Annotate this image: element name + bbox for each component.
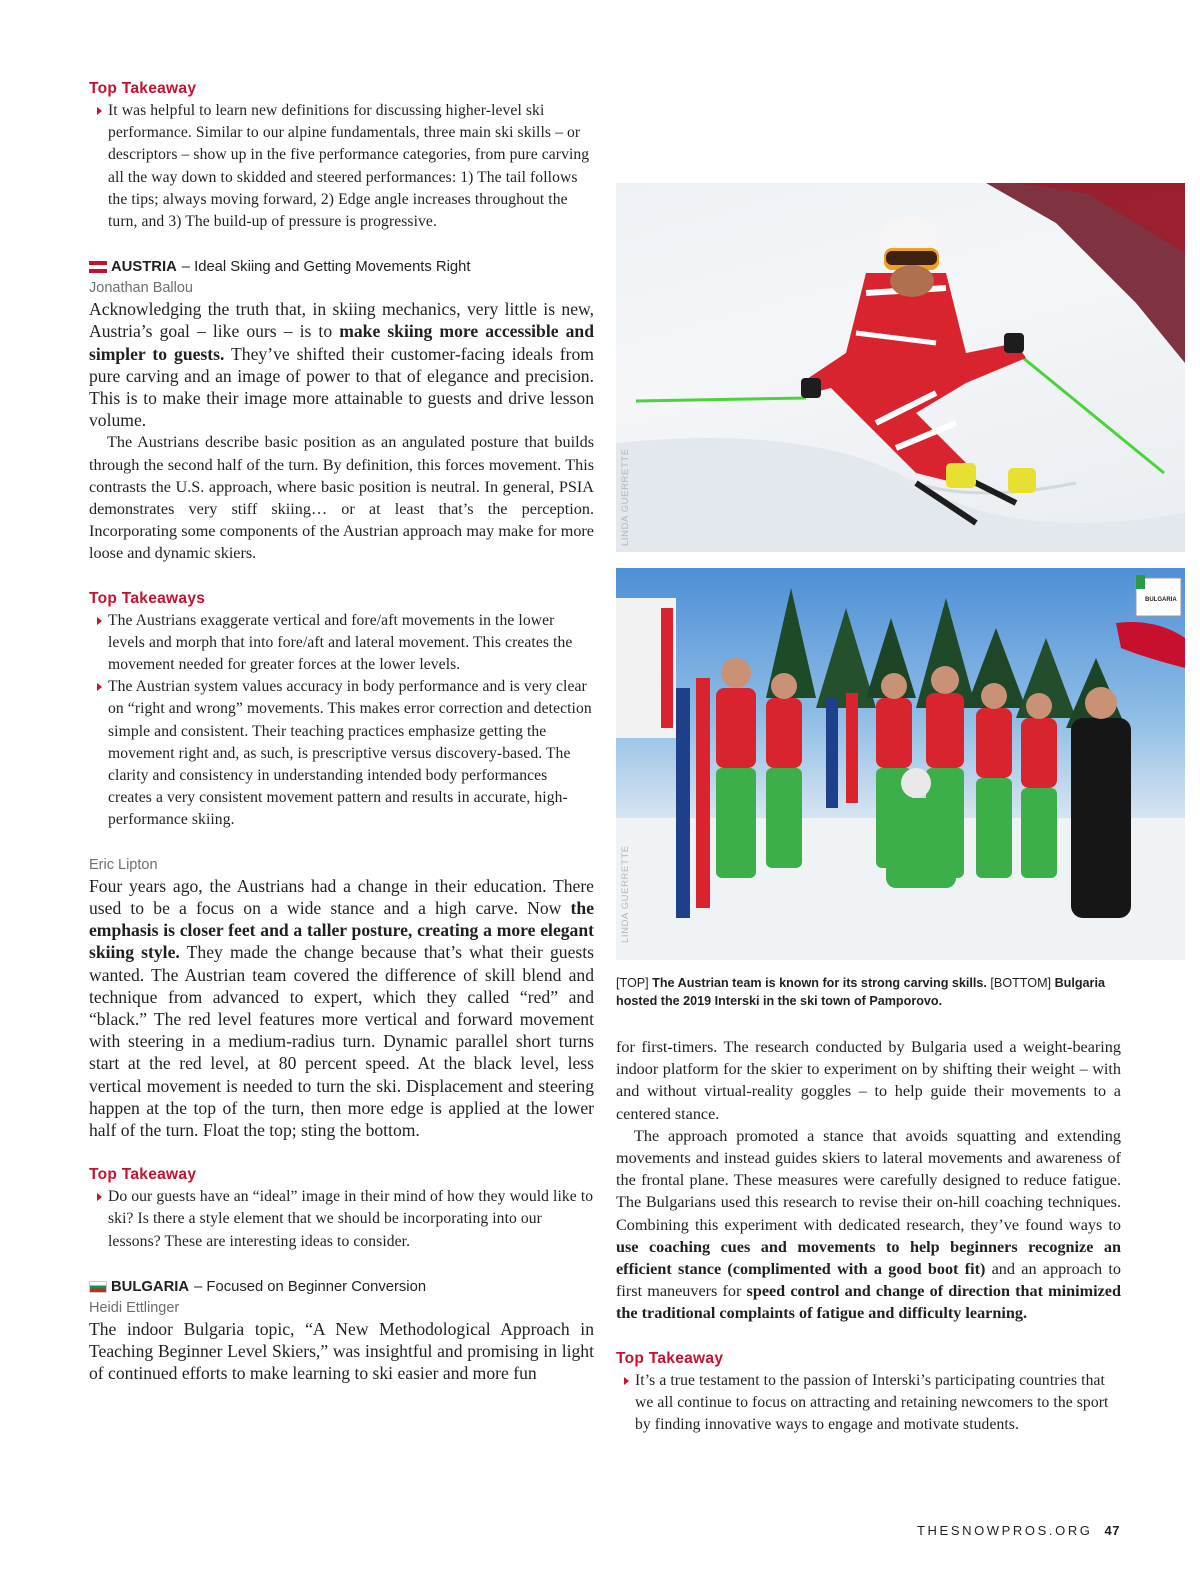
austria-heading	[89, 256, 594, 278]
bulgaria-p3-text-2: and an approach to first maneuvers for	[616, 1260, 1121, 1301]
bulgaria-paragraph-1: The indoor Bulgaria topic, “A New Methodological Approach in Teaching Beginner Level Skiers,” was insightful and promising in light of continued efforts to make learning to ski easier and more fun	[89, 1318, 594, 1384]
photo-bulgaria-group	[616, 568, 1185, 960]
group-illustration	[616, 568, 1185, 960]
page-number: 47	[1104, 1523, 1120, 1538]
bulgaria-paragraph-3	[616, 1125, 1121, 1325]
bulgaria-author: Heidi Ettlinger	[89, 1299, 180, 1316]
bulgaria-takeaway-heading: Top Takeaway	[616, 1349, 724, 1367]
page-footer	[917, 1523, 1120, 1538]
austria-p3-text-2: They made the change because that’s what their guests wanted. The Austrian team covered the difference of skill blend and technique from advanced to expert, which they called “red” and “black.” The red level features more vertical and forward movement with steering in a medium-radius turn. Dynamic parallel short turns start at the red level, at 80 percent speed. At the black level, less vertical movement is needed to turn the ski. Displacement and steering happen at the top of the turn, then more edge is applied at the lower half of the turn. Float the top; sting the bottom.	[89, 942, 594, 1140]
bulgaria-p3-text: The approach promoted a stance that avoids squatting and extending movements and instead guides skiers to lateral movements and awareness of the frontal plane. These measures were carefully designed to reduce fatigue. The Bulgarians used this research to revise their on-hill coaching techniques. Combining this experiment with dedicated research, they’ve found ways to	[616, 1126, 1121, 1234]
bulgaria-p3-bold-1: use coaching cues and movements to help beginners recognize an efficient stance (complimented with a good boot fit)	[616, 1237, 1121, 1279]
austria-country-name: AUSTRIA	[111, 259, 177, 276]
austria-takeaway-2-heading: Top Takeaway	[89, 1166, 197, 1184]
footer-site: THESNOWPROS.ORG	[917, 1523, 1093, 1538]
austria-p3-bold: the emphasis is closer feet and a taller posture, creating a more elegant skiing style.	[89, 897, 594, 963]
list-item: It’s a true testament to the passion of Interski’s participating countries that we all continue to focus on attracting and retaining newcomers to the sport by finding innovative ways to engage and motivate students.	[616, 1370, 1121, 1437]
austria-author: Jonathan Ballou	[89, 280, 193, 297]
austria-p1-text: Acknowledging the truth that, in skiing mechanics, very little is new, Austria’s goal – like ours – is to	[89, 299, 594, 342]
caption-bottom-text: Bulgaria hosted the 2019 Interski in the ski town of Pamporovo.	[616, 976, 1105, 1008]
austria-takeaways-list	[89, 610, 594, 832]
flag-sign-text: BULGARIA	[1145, 597, 1177, 603]
austria-p3-text: Four years ago, the Austrians had a change in their education. There used to be a focus on a wide stance and a high carve. Now	[89, 875, 594, 918]
bulgaria-heading	[89, 1276, 594, 1298]
austria-flag-icon	[89, 261, 107, 273]
skier-illustration	[616, 183, 1185, 552]
austria-takeaways-heading: Top Takeaways	[89, 589, 206, 607]
right-column	[616, 1036, 1121, 1436]
list-item: Do our guests have an “ideal” image in their mind of how they would like to ski? Is there a style element that we should be incorporating into our lessons? These are interesting ideas to consider.	[89, 1186, 594, 1253]
austria-p1-bold: make skiing more accessible and simpler to guests.	[89, 321, 594, 364]
photo-credit-top: LINDA GUERRETTE	[620, 448, 631, 546]
list-item: It was helpful to learn new definitions for discussing higher-level ski performance. Similar to our alpine fundamentals, three main ski skills – or descriptors – show up in the five performance categories, from pure carving all the way down to skidded and steered performances: 1) The tail follows the tips; always moving forward, 2) Edge angle increases throughout the turn, and 3) The build-up of pressure is progressive.	[89, 100, 594, 233]
list-item: The Austrian system values accuracy in body performance and is very clear on “right and wrong” movements. This makes error correction and detection simple and consistent. Their teaching practices emphasize getting the movement right and, as such, is prescriptive versus discovery-based. The clarity and consistency in understanding intended body performances creates a very consistent movement pattern and results in accurate, high-performance skiing.	[89, 676, 594, 831]
photo-austrian-skier	[616, 183, 1185, 552]
left-column	[89, 78, 594, 1384]
caption-bottom-label: [BOTTOM]	[990, 976, 1052, 990]
austria-takeaway-2-list	[89, 1186, 594, 1253]
bulgaria-p3-bold-2: speed control and change of direction that minimized the traditional complaints of fatigue and difficulty learning.	[616, 1282, 1121, 1323]
list-item: The Austrians exaggerate vertical and fore/aft movements in the lower levels and morph that into fore/aft and lateral movement. This creates the movement needed for greater forces at the lower levels.	[89, 610, 594, 677]
austria-paragraph-1	[89, 298, 594, 431]
austria-paragraph-3	[89, 875, 594, 1141]
caption-top-text: The Austrian team is known for its strong carving skills.	[652, 976, 987, 990]
bulgaria-takeaway-list	[616, 1370, 1121, 1437]
photo-credit-bottom: LINDA GUERRETTE	[620, 845, 631, 943]
austria-author-2: Eric Lipton	[89, 856, 158, 873]
intro-takeaway-heading: Top Takeaway	[89, 80, 197, 97]
caption-top-label: [TOP]	[616, 976, 649, 990]
intro-takeaway-list	[89, 100, 594, 233]
photo-caption	[616, 975, 1126, 1010]
bulgaria-subtitle: – Focused on Beginner Conversion	[194, 1278, 427, 1295]
austria-p1-text-2: They’ve shifted their customer-facing ideals from pure carving and an image of power to that of elegance and precision. This is to make their image more attainable to guests and drive lesson volume.	[89, 343, 594, 431]
austria-subtitle: – Ideal Skiing and Getting Movements Right	[181, 259, 471, 276]
bulgaria-country-name: BULGARIA	[111, 1278, 190, 1295]
bulgaria-flag-icon	[89, 1281, 107, 1293]
austria-paragraph-2: The Austrians describe basic position as an angulated posture that builds through the second half of the turn. By definition, this forces movement. This contrasts the U.S. approach, where basic position is neutral. In general, PSIA demonstrates very stiff skiing… or at least that’s the perception. Incorporating some components of the Austrian approach may make for more loose and dynamic skiers.	[89, 433, 594, 563]
bulgaria-paragraph-2: for first-timers. The research conducted by Bulgaria used a weight-bearing indoor platform for the skier to experiment on by shifting their weight – with and without virtual-reality goggles – to help guide their movements to a centered stance.	[616, 1038, 1121, 1123]
